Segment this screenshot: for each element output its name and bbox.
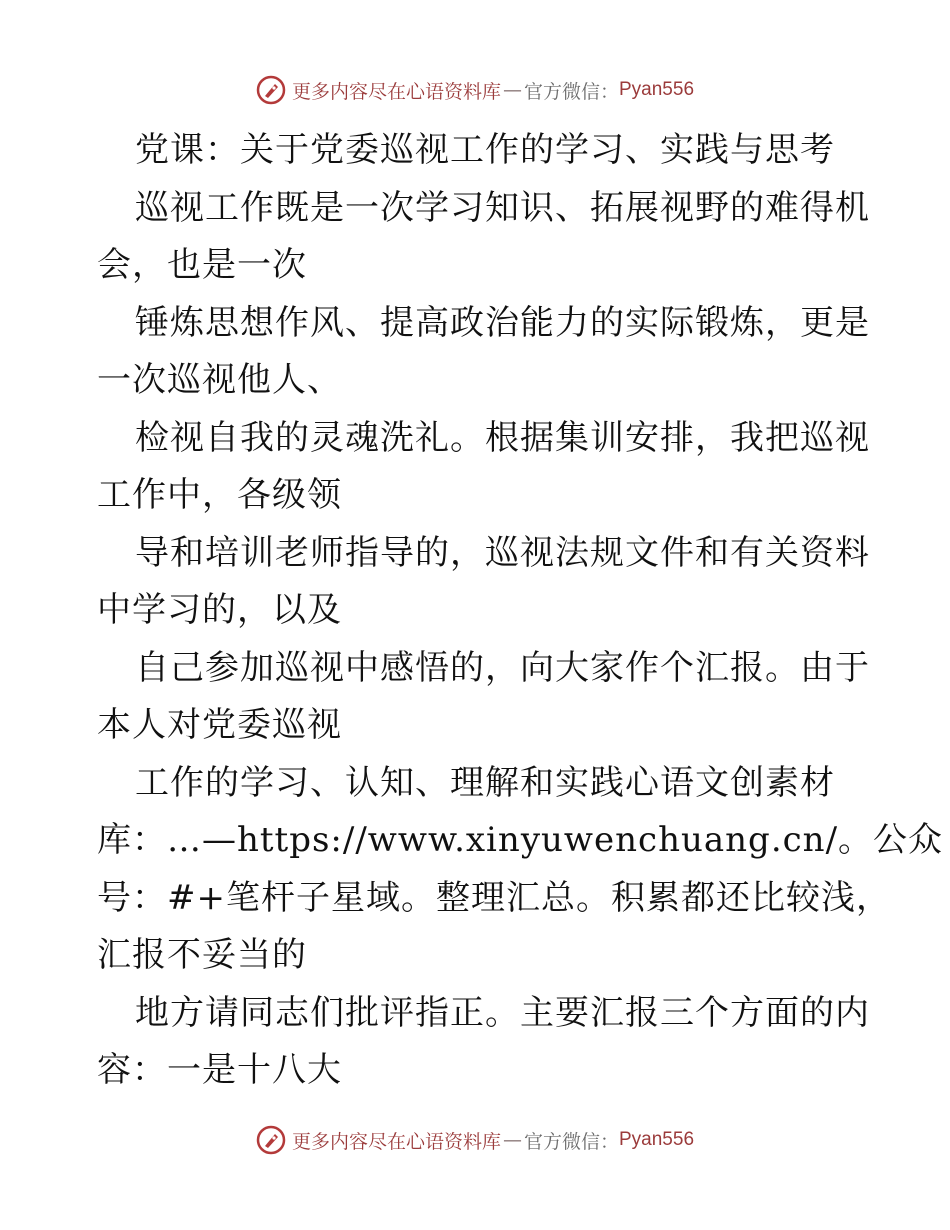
banner-separator: — — [502, 1129, 522, 1151]
paragraph-line: 汇报不妥当的 — [97, 935, 307, 975]
paragraph-line: 工作中，各级领 — [97, 475, 342, 515]
banner-wechat-id: Pyan556 — [619, 1129, 695, 1150]
banner-wechat-label: 官方微信： — [523, 80, 619, 103]
paragraph-line: 自己参加巡视中感悟的，向大家作个汇报。由于 — [135, 647, 870, 688]
pen-nib-logo-icon — [256, 75, 286, 105]
pen-nib-logo-icon — [256, 1125, 286, 1155]
paragraph-line: 号：#+笔杆子星域。整理汇总。积累都还比较浅， — [97, 877, 891, 918]
document-title: 党课：关于党委巡视工作的学习、实践与思考 — [135, 130, 835, 170]
paragraph-line: 导和培训老师指导的，巡视法规文件和有关资料 — [135, 532, 870, 573]
paragraph-line: 工作的学习、认知、理解和实践心语文创素材 — [135, 762, 835, 803]
document-body — [97, 122, 944, 1100]
banner-separator: — — [502, 79, 522, 101]
paragraph-line-url: 库：…—https://www.xinyuwenchuang.cn/。公众 — [97, 820, 944, 860]
paragraph-line: 地方请同志们批评指正。主要汇报三个方面的内 — [135, 992, 870, 1033]
banner-slogan: 更多内容尽在心语资料库 — [291, 1130, 501, 1153]
paragraph-line: 巡视工作既是一次学习知识、拓展视野的难得机 — [135, 187, 870, 228]
paragraph-line: 中学习的，以及 — [97, 590, 342, 630]
paragraph-line: 检视自我的灵魂洗礼。根据集训安排，我把巡视 — [135, 417, 870, 458]
paragraph-line: 容：一是十八大 — [97, 1050, 342, 1090]
footer-banner — [0, 1120, 950, 1160]
banner-slogan: 更多内容尽在心语资料库 — [291, 80, 501, 103]
header-banner — [0, 70, 950, 110]
paragraph-line: 锤炼思想作风、提高政治能力的实际锻炼，更是 — [135, 302, 870, 343]
banner-wechat-label: 官方微信： — [523, 1130, 619, 1153]
paragraph-line: 会，也是一次 — [97, 245, 307, 285]
paragraph-line: 本人对党委巡视 — [97, 705, 342, 745]
paragraph-line: 一次巡视他人、 — [97, 360, 342, 400]
banner-wechat-id: Pyan556 — [619, 79, 695, 100]
